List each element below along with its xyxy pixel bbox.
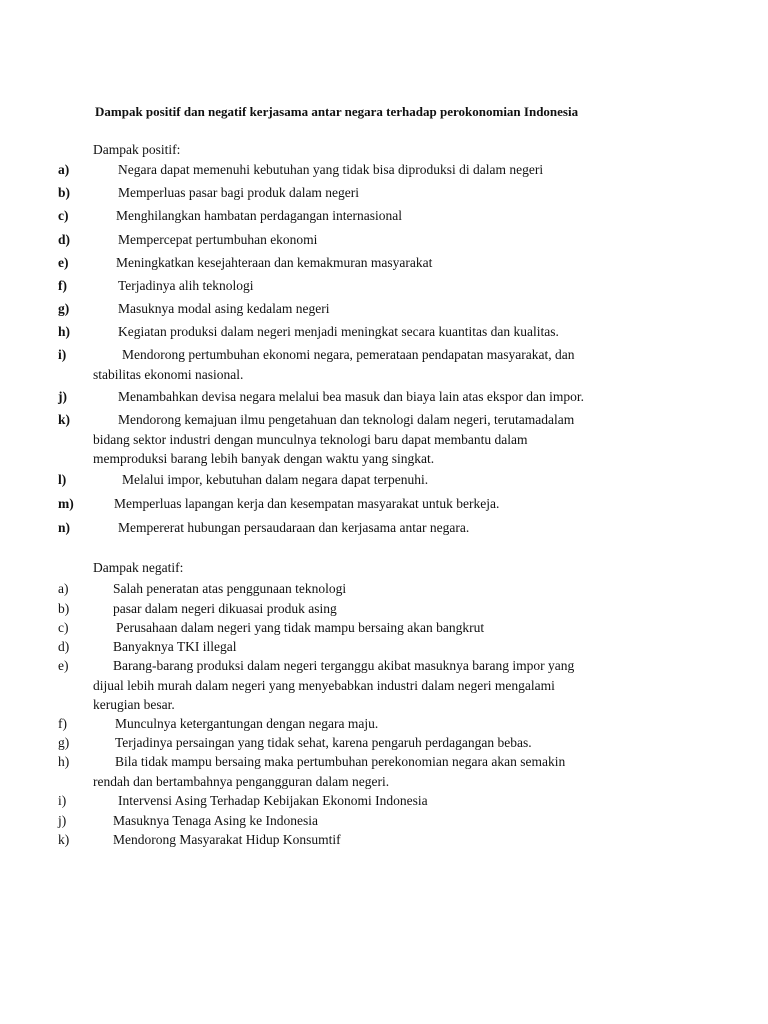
- item-text-line: stabilitas ekonomi nasional.: [93, 366, 244, 382]
- negative-item: [58, 637, 698, 657]
- item-label: g): [58, 301, 70, 316]
- item-text-line: bidang sektor industri dengan munculnya teknologi baru dapat membantu dalam: [93, 431, 528, 447]
- item-text-line: Masuknya Tenaga Asing ke Indonesia: [113, 813, 319, 828]
- positive-item: [58, 345, 698, 384]
- positive-item: [58, 470, 698, 490]
- item-text-line: Mendorong kemajuan ilmu pengetahuan dan teknologi dalam negeri, terutamadalam: [118, 412, 575, 427]
- item-label: c): [58, 208, 69, 223]
- item-text-line: Banyaknya TKI illegal: [113, 639, 237, 654]
- item-label: a): [58, 162, 70, 177]
- item-label: b): [58, 185, 71, 200]
- item-label: f): [58, 278, 67, 293]
- item-text-line: Memperluas lapangan kerja dan kesempatan masyarakat untuk berkeja.: [114, 496, 500, 511]
- item-label: g): [58, 735, 70, 750]
- item-label: f): [58, 716, 67, 731]
- item-text-line: Mendorong Masyarakat Hidup Konsumtif: [113, 832, 341, 847]
- negative-item: [58, 618, 698, 638]
- positive-item: [58, 230, 698, 250]
- positive-item: [58, 410, 698, 469]
- negative-item: [58, 714, 698, 734]
- positive-item: [58, 206, 698, 226]
- item-label: k): [58, 412, 71, 427]
- item-label: m): [58, 496, 74, 511]
- item-text-line: Mendorong pertumbuhan ekonomi negara, pemerataan pendapatan masyarakat, dan: [122, 347, 575, 362]
- positive-item: [58, 253, 698, 273]
- item-label: d): [58, 232, 71, 247]
- item-text-line: Melalui impor, kebutuhan dalam negara dapat terpenuhi.: [122, 472, 429, 487]
- item-text-line: dijual lebih murah dalam negeri yang menyebabkan industri dalam negeri mengalami: [93, 677, 555, 693]
- item-text-line: Terjadinya persaingan yang tidak sehat, karena pengaruh perdagangan bebas.: [115, 735, 532, 750]
- item-label: j): [58, 389, 67, 404]
- item-text-line: Kegiatan produksi dalam negeri menjadi meningkat secara kuantitas dan kualitas.: [118, 324, 559, 339]
- item-label: i): [58, 347, 67, 362]
- item-text-line: Memperluas pasar bagi produk dalam negeri: [118, 185, 360, 200]
- item-text-line: pasar dalam negeri dikuasai produk asing: [113, 601, 337, 616]
- item-text-line: Mempererat hubungan persaudaraan dan kerjasama antar negara.: [118, 520, 470, 535]
- positive-item: [58, 299, 698, 319]
- negative-item: [58, 752, 698, 791]
- item-text-line: Terjadinya alih teknologi: [118, 278, 254, 293]
- item-label: h): [58, 324, 71, 339]
- item-text-line: Negara dapat memenuhi kebutuhan yang tidak bisa diproduksi di dalam negeri: [118, 162, 544, 177]
- item-text-line: Intervensi Asing Terhadap Kebijakan Ekonomi Indonesia: [118, 793, 428, 808]
- item-text-line: rendah dan bertambahnya pengangguran dalam negeri.: [93, 773, 390, 789]
- positive-item: [58, 494, 698, 514]
- item-text-line: Salah peneratan atas penggunaan teknologi: [113, 581, 347, 596]
- positive-item: [58, 322, 698, 342]
- positive-heading: Dampak positif:: [93, 142, 181, 157]
- negative-item: [58, 830, 698, 850]
- item-label: a): [58, 581, 69, 596]
- negative-item: [58, 791, 698, 811]
- item-text-line: Menambahkan devisa negara melalui bea masuk dan biaya lain atas ekspor dan impor.: [118, 389, 584, 404]
- positive-item: [58, 518, 698, 538]
- item-label: h): [58, 754, 70, 769]
- item-label: d): [58, 639, 70, 654]
- item-label: n): [58, 520, 71, 535]
- item-label: e): [58, 255, 69, 270]
- negative-item: [58, 811, 698, 831]
- item-text-line: Munculnya ketergantungan dengan negara maju.: [115, 716, 379, 731]
- item-label: j): [58, 813, 67, 828]
- item-label: i): [58, 793, 67, 808]
- item-label: c): [58, 620, 69, 635]
- positive-item: [58, 276, 698, 296]
- item-text-line: kerugian besar.: [93, 697, 175, 712]
- positive-item: [58, 387, 698, 407]
- item-text-line: Mempercepat pertumbuhan ekonomi: [118, 232, 318, 247]
- negative-item: [58, 579, 698, 599]
- item-text-line: Menghilangkan hambatan perdagangan internasional: [116, 208, 403, 223]
- item-label: b): [58, 601, 70, 616]
- item-text-line: Meningkatkan kesejahteraan dan kemakmuran masyarakat: [116, 255, 433, 270]
- item-label: k): [58, 832, 70, 847]
- item-label: e): [58, 658, 69, 673]
- document-title: Dampak positif dan negatif kerjasama antar negara terhadap perokonomian Indonesia: [95, 104, 579, 119]
- positive-item: [58, 183, 698, 203]
- item-text-line: Perusahaan dalam negeri yang tidak mampu bersaing akan bangkrut: [116, 620, 485, 635]
- item-text-line: Barang-barang produksi dalam negeri terganggu akibat masuknya barang impor yang: [113, 658, 575, 673]
- negative-item: [58, 733, 698, 753]
- negative-item: [58, 656, 698, 715]
- positive-item: [58, 160, 698, 180]
- negative-heading: Dampak negatif:: [93, 560, 184, 575]
- item-text-line: Masuknya modal asing kedalam negeri: [118, 301, 330, 316]
- item-label: l): [58, 472, 67, 487]
- item-text-line: Bila tidak mampu bersaing maka pertumbuhan perekonomian negara akan semakin: [115, 754, 566, 769]
- item-text-line: memproduksi barang lebih banyak dengan waktu yang singkat.: [93, 451, 435, 466]
- negative-item: [58, 599, 698, 619]
